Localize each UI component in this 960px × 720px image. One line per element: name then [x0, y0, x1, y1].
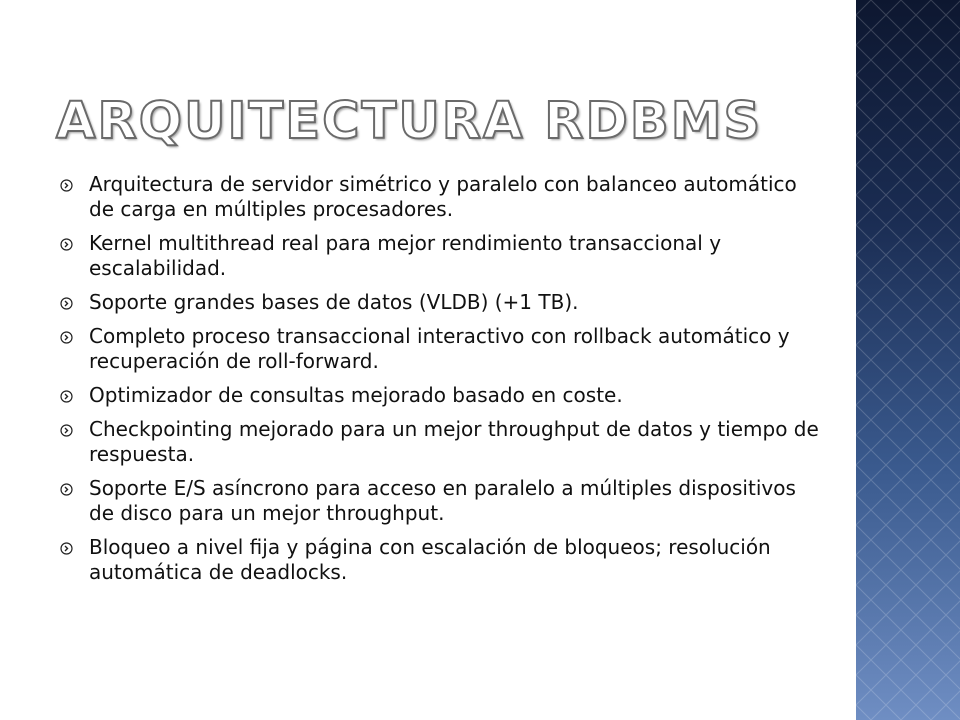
- list-item: [60, 172, 820, 222]
- bullet-list: [60, 172, 820, 594]
- bullet-text: Optimizador de consultas mejorado basado en coste.: [89, 383, 623, 407]
- list-item: [60, 383, 820, 408]
- circled-chevron-icon: [60, 424, 73, 437]
- bullet-text: Soporte E/S asíncrono para acceso en paralelo a múltiples dispositivos de disco para un mejor throughput.: [89, 476, 796, 525]
- bullet-text: Soporte grandes bases de datos (VLDB) (+1 TB).: [89, 290, 579, 314]
- list-item: [60, 535, 820, 585]
- bullet-text: Completo proceso transaccional interactivo con rollback automático y recuperación de roll-forward.: [89, 324, 790, 373]
- bullet-text: Kernel multithread real para mejor rendimiento transaccional y escalabilidad.: [89, 231, 722, 280]
- slide-title: ARQUITECTURA RDBMS: [56, 92, 763, 151]
- circled-chevron-icon: [60, 238, 73, 251]
- bullet-text: Bloqueo a nivel fija y página con escalación de bloqueos; resolución automática de deadlocks.: [89, 535, 771, 584]
- list-item: [60, 476, 820, 526]
- circled-chevron-icon: [60, 390, 73, 403]
- decorative-side-panel: [856, 0, 960, 720]
- bullet-text: Arquitectura de servidor simétrico y paralelo con balanceo automático de carga en múltiples procesadores.: [89, 172, 797, 221]
- list-item: [60, 290, 820, 315]
- list-item: [60, 231, 820, 281]
- diamond-pattern: [856, 0, 960, 720]
- circled-chevron-icon: [60, 542, 73, 555]
- list-item: [60, 417, 820, 467]
- circled-chevron-icon: [60, 483, 73, 496]
- list-item: [60, 324, 820, 374]
- circled-chevron-icon: [60, 331, 73, 344]
- circled-chevron-icon: [60, 297, 73, 310]
- bullet-text: Checkpointing mejorado para un mejor throughput de datos y tiempo de respuesta.: [89, 417, 819, 466]
- circled-chevron-icon: [60, 179, 73, 192]
